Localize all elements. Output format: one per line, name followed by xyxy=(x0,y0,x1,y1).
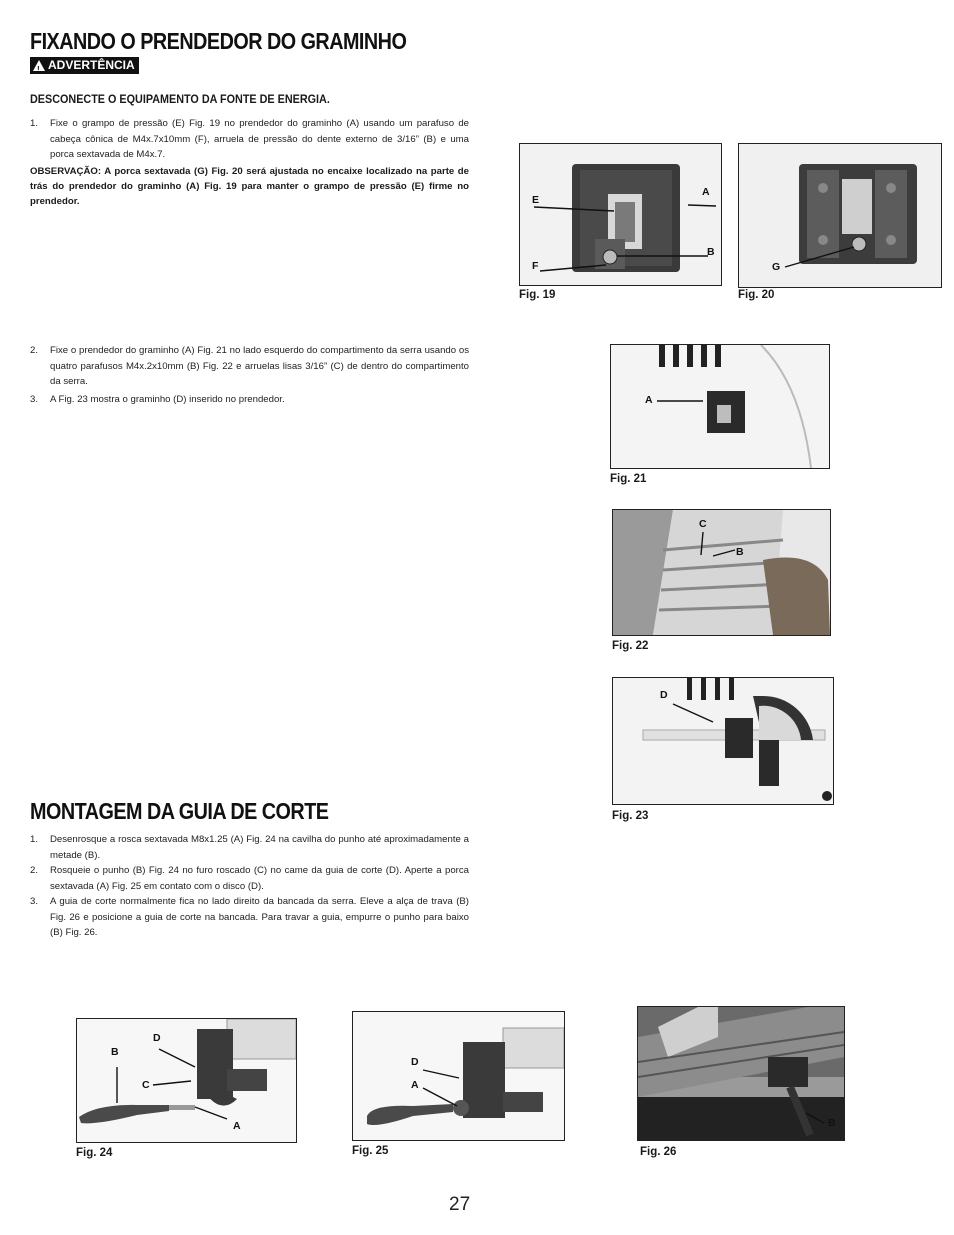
fig25-image xyxy=(352,1011,565,1141)
step-text: A Fig. 23 mostra o graminho (D) inserido no prendedor. xyxy=(50,393,285,405)
fig26-caption: Fig. 26 xyxy=(640,1146,677,1158)
warning-triangle-icon xyxy=(33,60,45,71)
fig19-caption: Fig. 19 xyxy=(519,289,556,301)
fig22-image xyxy=(612,509,831,636)
fig22-label-c: C xyxy=(699,518,707,530)
step-number: 3. xyxy=(30,896,39,907)
step-list-1 xyxy=(30,116,469,163)
fig21-label-a: A xyxy=(645,394,653,406)
step-number: 2. xyxy=(30,345,39,356)
fig24-caption: Fig. 24 xyxy=(76,1147,113,1159)
page-number: 27 xyxy=(449,1194,471,1215)
fig24-label-a: A xyxy=(233,1120,241,1132)
step-number: 1. xyxy=(30,834,39,845)
fig20-drawing xyxy=(739,144,941,287)
warning-label: ADVERTÊNCIA xyxy=(48,58,135,72)
fig22-label-b: B xyxy=(736,546,744,558)
fig24-label-b: B xyxy=(111,1046,119,1058)
fig21-image xyxy=(610,344,830,469)
fig25-caption: Fig. 25 xyxy=(352,1145,389,1157)
fig26-image xyxy=(637,1006,845,1141)
fig19-label-a: A xyxy=(702,186,710,198)
step-text: Rosqueie o punho (B) Fig. 24 no furo roscado (C) no came da guia de corte (D). Aperte a porca sextavada (A) Fig. 25 em contato com o disco (D). xyxy=(50,865,469,892)
step-number: 1. xyxy=(30,118,39,129)
fig21-drawing xyxy=(611,345,829,468)
fig19-label-e: E xyxy=(532,194,540,206)
warning-badge xyxy=(30,57,139,74)
disconnect-subheading: DESCONECTE O EQUIPAMENTO DA FONTE DE ENERGIA. xyxy=(30,92,330,106)
step-list-2 xyxy=(30,343,469,407)
fig21-caption: Fig. 21 xyxy=(610,473,647,485)
fig23-label-d: D xyxy=(660,689,668,701)
fig22-caption: Fig. 22 xyxy=(612,640,649,652)
fig19-drawing xyxy=(520,144,721,285)
step-text: A guia de corte normalmente fica no lado direito da bancada da serra. Eleve a alça de trava (B) Fig. 26 e posicione a guia de corte na bancada. Para travar a guia, empurre o punho para baixo (B) Fig. 26. xyxy=(50,896,469,938)
list-item xyxy=(30,863,469,894)
section-title-prendedor: FIXANDO O PRENDEDOR DO GRAMINHO xyxy=(30,28,407,54)
step-text: Fixe o prendedor do graminho (A) Fig. 21 no lado esquerdo do compartimento da serra usando os quatro parafusos M4x.2x10mm (B) Fig. 22 e arruelas lisas 3/16” (C) de dentro do compartimento da serra. xyxy=(50,345,469,387)
fig20-image xyxy=(738,143,942,288)
fig23-image xyxy=(612,677,834,805)
step-number: 2. xyxy=(30,865,39,876)
step-text: Desenrosque a rosca sextavada M8x1.25 (A) Fig. 24 na cavilha do punho até aproximadamente a metade (B). xyxy=(50,834,469,861)
step-number: 3. xyxy=(30,393,39,405)
note-paragraph: OBSERVAÇÃO: A porca sextavada (G) Fig. 20 será ajustada no encaixe localizado na parte de trás do prendedor do graminho (A) Fig. 19 para manter o grampo de pressão (E) firme no prendedor. xyxy=(30,166,469,207)
fig23-drawing xyxy=(613,678,833,804)
fig26-drawing xyxy=(638,1007,844,1140)
step-list-3 xyxy=(30,832,469,941)
fig25-drawing xyxy=(353,1012,564,1140)
fig24-label-d: D xyxy=(153,1032,161,1044)
list-item xyxy=(30,832,469,863)
list-item xyxy=(30,894,469,941)
fig25-label-a: A xyxy=(411,1079,419,1091)
step-text: Fixe o grampo de pressão (E) Fig. 19 no prendedor do graminho (A) usando um parafuso de cabeça cônica de M4x.7x10mm (F), arruela de pressão do dente externo de 3/16” (B) e uma porca sextavada de M4x.7. xyxy=(50,118,469,160)
fig22-drawing xyxy=(613,510,830,635)
fig19-label-f: F xyxy=(532,260,539,272)
list-item xyxy=(30,116,469,163)
list-item xyxy=(30,343,469,390)
fig19-label-b: B xyxy=(707,246,715,258)
fig25-label-d: D xyxy=(411,1056,419,1068)
fig19-image xyxy=(519,143,722,286)
fig26-label-b: B xyxy=(828,1117,836,1129)
fig23-caption: Fig. 23 xyxy=(612,810,649,822)
section-title-guia: MONTAGEM DA GUIA DE CORTE xyxy=(30,798,329,824)
fig24-label-c: C xyxy=(142,1079,150,1091)
fig24-image xyxy=(76,1018,297,1143)
fig20-caption: Fig. 20 xyxy=(738,289,775,301)
fig20-label-g: G xyxy=(772,261,781,273)
list-item xyxy=(30,392,469,408)
fig24-drawing xyxy=(77,1019,296,1142)
